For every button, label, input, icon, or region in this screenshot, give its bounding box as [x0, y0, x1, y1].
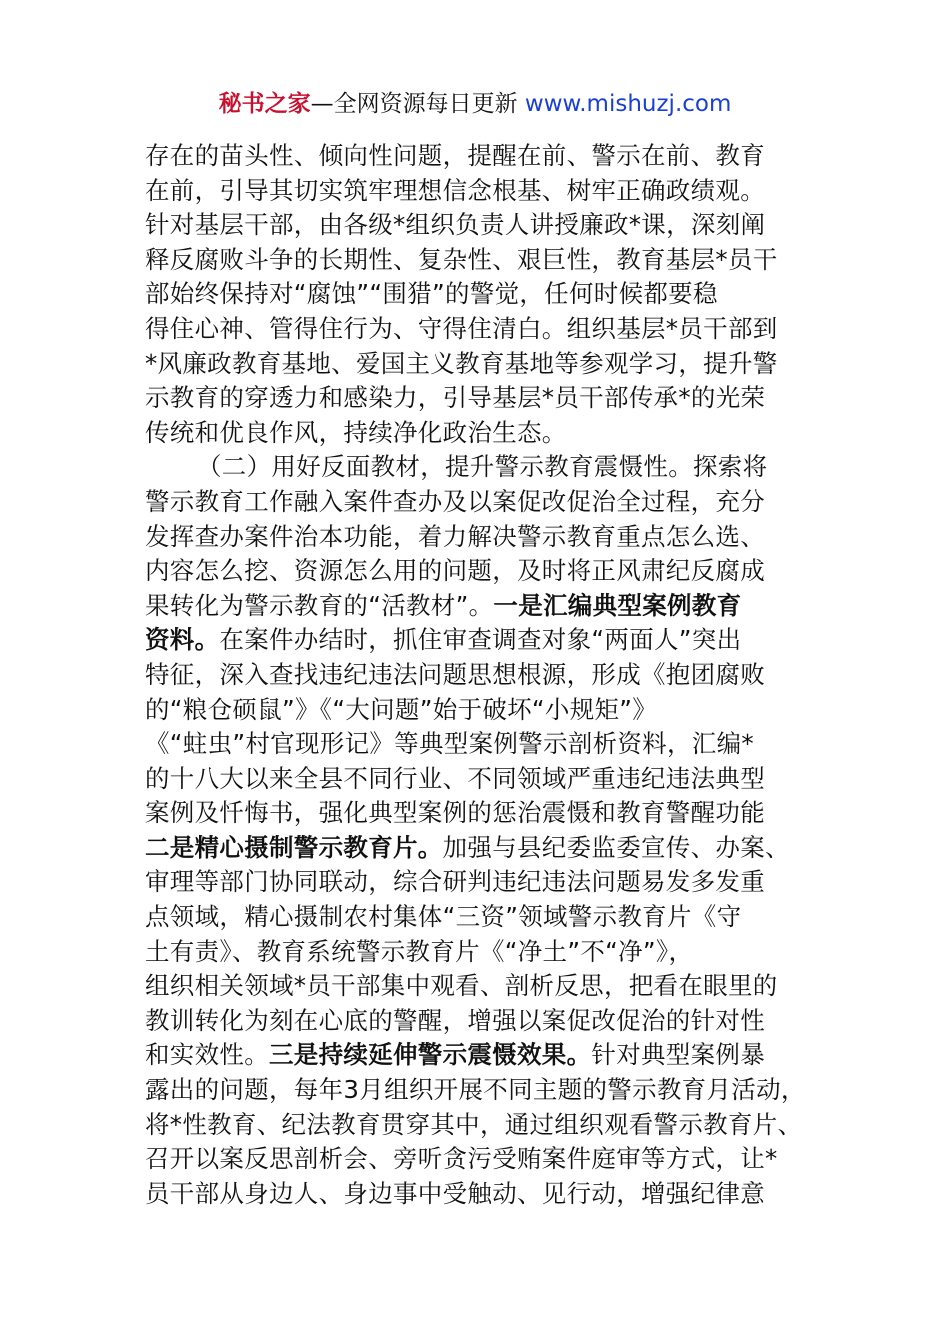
- text-run: 释反腐败斗争的长期性、复杂性、艰巨性，教育基层*员干: [145, 244, 778, 274]
- text-run: 传统和优良作风，持续净化政治生态。: [145, 417, 567, 447]
- text-run: 的“粮仓硕鼠”》《“大问题”始于破坏“小规矩”》: [145, 694, 658, 724]
- text-line: [145, 208, 815, 243]
- text-run: 组织相关领域*员干部集中观看、剖析反思，把看在眼里的: [145, 971, 778, 1001]
- text-run: 加强与县纪委监委宣传、办案、: [442, 832, 790, 862]
- text-line: [145, 796, 815, 831]
- text-run: 内容怎么挖、资源怎么用的问题，及时将正风肃纪反腐成: [145, 556, 765, 586]
- banner-brand: 秘书之家: [218, 91, 311, 117]
- text-run: 《“蛀虫”村官现形记》等典型案例警示剖析资料，汇编*: [145, 729, 754, 759]
- text-line: [145, 658, 815, 693]
- site-banner: [0, 88, 950, 120]
- text-line: [145, 865, 815, 900]
- text-run: 将*性教育、纪法教育贯穿其中，通过组织观看警示教育片、: [145, 1109, 803, 1139]
- text-run: 土有责》、教育系统警示教育片《“净土”不“净”》，: [145, 936, 694, 966]
- text-line: [145, 312, 815, 347]
- text-line: [145, 969, 815, 1004]
- text-line: [145, 623, 815, 658]
- text-run: 教训转化为刻在心底的警醒，增强以案促改促治的针对性: [145, 1005, 765, 1035]
- text-line: [145, 727, 815, 762]
- text-line: [145, 243, 815, 278]
- text-run: （二）用好反面教材，提升警示教育震慑性。探索将: [197, 452, 768, 482]
- text-line: [145, 174, 815, 209]
- text-run: 在案件办结时，抓住审查调查对象“两面人”突出: [219, 625, 742, 655]
- text-line: [145, 762, 815, 797]
- banner-site-url[interactable]: www.mishuzj.com: [524, 91, 732, 117]
- text-run: 员干部从身边人、身边事中受触动、见行动，增强纪律意: [145, 1178, 765, 1208]
- text-line: [145, 1177, 815, 1212]
- text-line: [145, 1073, 815, 1108]
- text-run: *风廉政教育基地、爱国主义教育基地等参观学习，提升警: [145, 348, 778, 378]
- text-run: 案例及忏悔书，强化典型案例的惩治震慑和教育警醒功能: [145, 798, 765, 828]
- bold-text-run: 三是持续延伸警示震慑效果。: [269, 1040, 592, 1070]
- text-run: 在前，引导其切实筑牢理想信念根基、树牢正确政绩观。: [145, 175, 765, 205]
- bold-text-run: 资料。: [145, 625, 220, 655]
- text-run: 部始终保持对“腐蚀”“围猎”的警觉，任何时候都要稳: [145, 279, 718, 309]
- bold-text-run: 一是汇编典型案例教育: [493, 590, 742, 620]
- text-line: [145, 935, 815, 970]
- text-line: [145, 381, 815, 416]
- text-line: [145, 831, 815, 866]
- text-run: 和实效性。: [145, 1040, 269, 1070]
- text-line: [145, 1004, 815, 1039]
- document-body: [145, 139, 815, 1211]
- text-run: 示教育的穿透力和感染力，引导基层*员干部传承*的光荣: [145, 383, 766, 413]
- text-line: [145, 416, 815, 451]
- text-run: 发挥查办案件治本功能，着力解决警示教育重点怎么选、: [145, 521, 765, 551]
- text-line: [145, 1038, 815, 1073]
- banner-tagline: —全网资源每日更新: [310, 91, 525, 117]
- text-line: [145, 1142, 815, 1177]
- text-run: 审理等部门协同联动，综合研判违纪违法问题易发多发重: [145, 867, 765, 897]
- text-run: 果转化为警示教育的“活教材”。: [145, 590, 494, 620]
- bold-text-run: 二是精心摄制警示教育片。: [145, 832, 443, 862]
- text-line: [145, 277, 815, 312]
- text-line: [145, 589, 815, 624]
- text-line: [145, 900, 815, 935]
- text-run: 针对基层干部，由各级*组织负责人讲授廉政*课，深刻阐: [145, 210, 766, 240]
- text-run: 召开以案反思剖析会、旁听贪污受贿案件庭审等方式，让*: [145, 1144, 778, 1174]
- text-run: 露出的问题，每年3月组织开展不同主题的警示教育月活动，: [145, 1075, 806, 1105]
- text-line: [145, 139, 815, 174]
- text-line: [145, 485, 815, 520]
- text-run: 的十八大以来全县不同行业、不同领域严重违纪违法典型: [145, 763, 765, 793]
- text-line: [145, 693, 815, 728]
- text-run: 特征，深入查找违纪违法问题思想根源，形成《抱团腐败: [145, 659, 765, 689]
- text-line: [145, 347, 815, 382]
- text-run: 存在的苗头性、倾向性问题，提醒在前、警示在前、教育: [145, 141, 765, 170]
- text-line: [145, 520, 815, 555]
- text-line: [145, 450, 815, 485]
- text-run: 针对典型案例暴: [591, 1040, 766, 1070]
- text-run: 警示教育工作融入案件查办及以案促改促治全过程，充分: [145, 486, 765, 516]
- text-run: 得住心神、管得住行为、守得住清白。组织基层*员干部到: [145, 313, 778, 343]
- text-line: [145, 554, 815, 589]
- text-run: 点领域，精心摄制农村集体“三资”领域警示教育片《守: [145, 902, 742, 932]
- text-line: [145, 1108, 815, 1143]
